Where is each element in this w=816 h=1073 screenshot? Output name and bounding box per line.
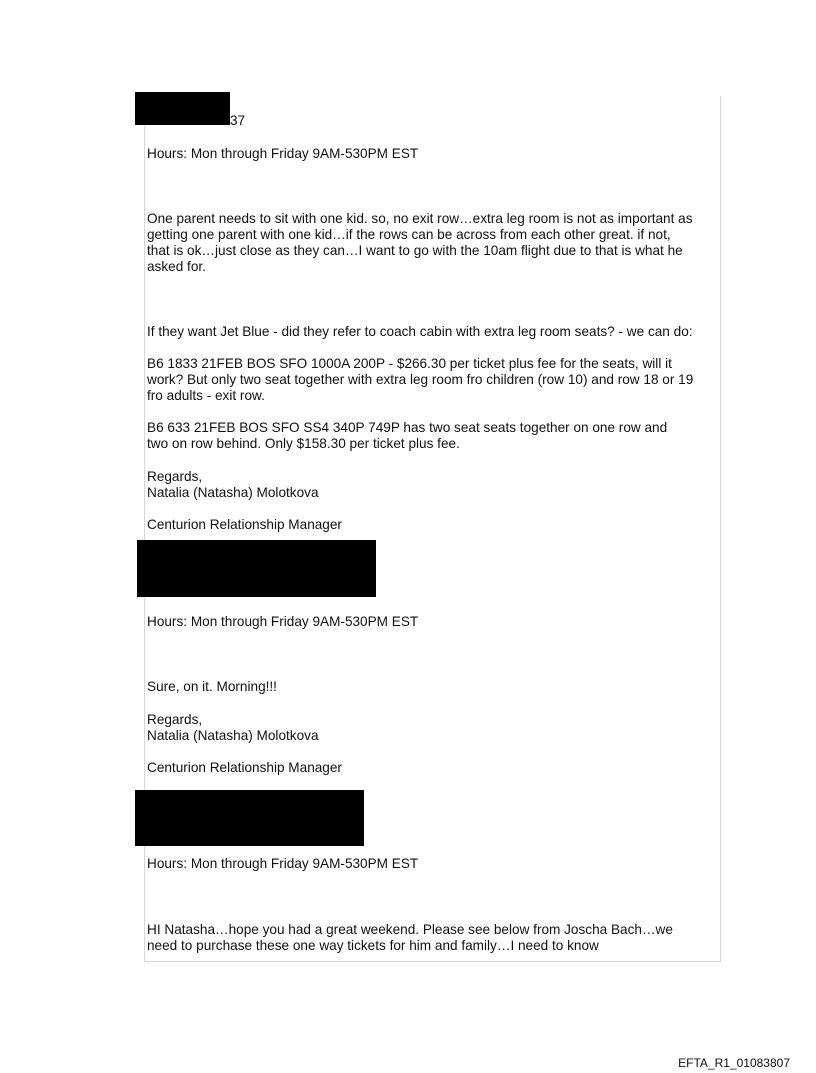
email3-body: Sure, on it. Morning!!!: [147, 679, 277, 694]
email1-body-line-3: that is ok…just close as they can…I want to go with the 10am flight due to that is what he: [147, 243, 683, 258]
document-id-footer: EFTA_R1_01083807: [678, 1056, 790, 1070]
email1-body-line-4: asked for.: [147, 259, 206, 274]
signature-regards-2: Regards,: [147, 712, 203, 727]
email1-body-line-2: getting one parent with one kid…if the rows can be across from each other great. if not,: [147, 227, 671, 242]
signature-name-1: Natalia (Natasha) Molotkova: [147, 485, 319, 500]
hours-line-1: Hours: Mon through Friday 9AM-530PM EST: [147, 146, 419, 161]
signature-role-1: Centurion Relationship Manager: [147, 517, 342, 532]
phone-fragment: 37: [230, 113, 246, 128]
flight-option-1-line-2: work? But only two seat together with extra leg room fro children (row 10) and row 18 or 19: [147, 372, 694, 387]
signature-role-2: Centurion Relationship Manager: [147, 760, 342, 775]
redaction-block-contact-1: [137, 540, 376, 597]
redaction-block-contact-2: [135, 790, 364, 846]
email4-body-line-1: HI Natasha…hope you had a great weekend. Please see below from Joscha Bach…we: [147, 922, 673, 937]
flight-option-2-line-1: B6 633 21FEB BOS SFO SS4 340P 749P has two seat seats together on one row and: [147, 420, 668, 435]
email1-body-line-1: One parent needs to sit with one kid. so, no exit row…extra leg room is not as important as: [147, 211, 693, 226]
signature-regards-1: Regards,: [147, 469, 203, 484]
email4-body-line-2: need to purchase these one way tickets for him and family…I need to know: [147, 938, 599, 953]
jetblue-question: If they want Jet Blue - did they refer to coach cabin with extra leg room seats? - we can do:: [147, 324, 693, 339]
flight-option-1-line-1: B6 1833 21FEB BOS SFO 1000A 200P - $266.30 per ticket plus fee for the seats, will it: [147, 356, 672, 371]
hours-line-3: Hours: Mon through Friday 9AM-530PM EST: [147, 856, 419, 871]
redaction-block-phone: [135, 92, 230, 125]
hours-line-2: Hours: Mon through Friday 9AM-530PM EST: [147, 614, 419, 629]
flight-option-2-line-2: two on row behind. Only $158.30 per ticket plus fee.: [147, 436, 460, 451]
flight-option-1-line-3: fro adults - exit row.: [147, 388, 265, 403]
signature-name-2: Natalia (Natasha) Molotkova: [147, 728, 319, 743]
